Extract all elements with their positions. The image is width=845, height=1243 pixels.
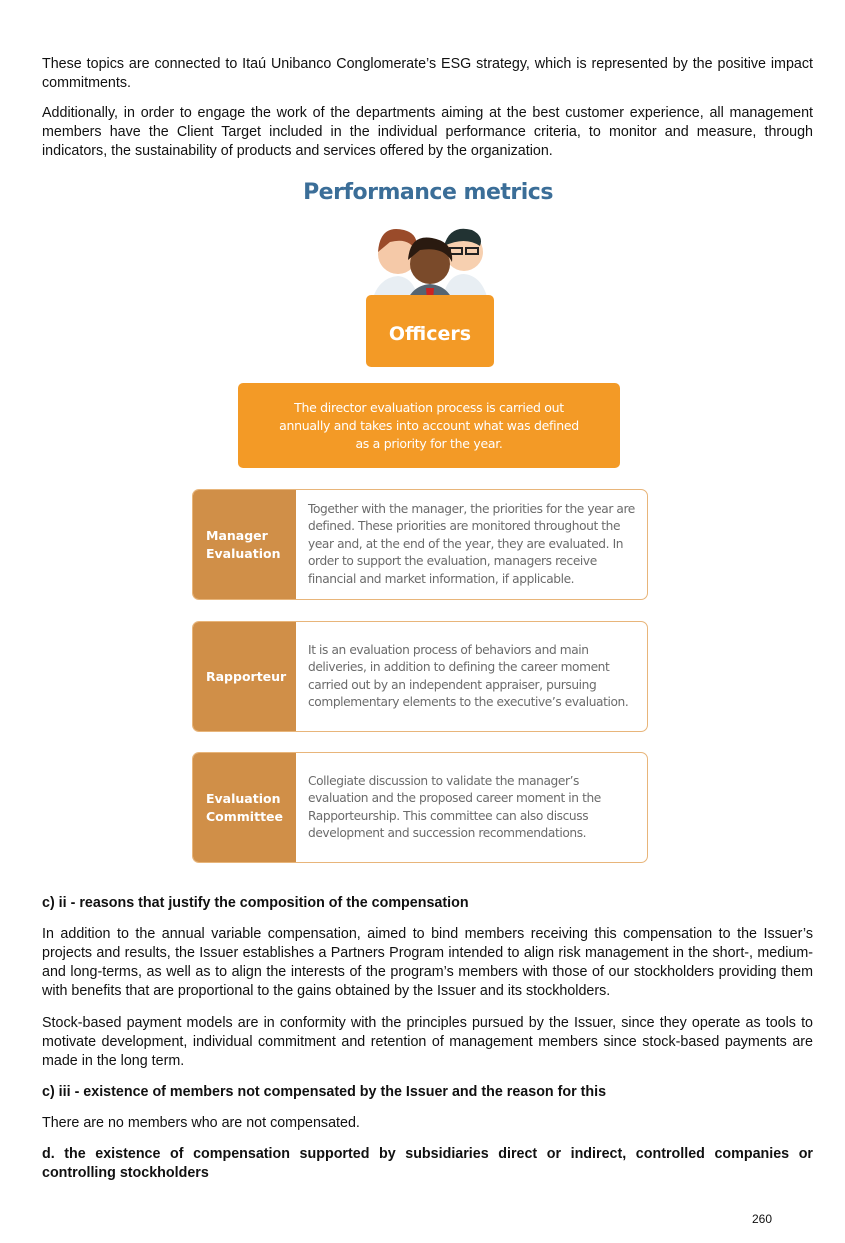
figure-title: Performance metrics [303, 180, 553, 205]
card-label: Evaluation Committee [193, 753, 296, 862]
card-label: Manager Evaluation [193, 490, 296, 599]
card-text: It is an evaluation process of behaviors and main deliveries, in addition to defining the career moment carried out by an independent appraiser, pursuing complementary elements to the executive’s evaluation. [308, 642, 629, 709]
heading-c-iii: c) iii - existence of members not compensated by the Issuer and the reason for this [42, 1084, 607, 1100]
paragraph-stock-based: Stock-based payment models are in conformity with the principles pursued by the Issuer, since they operate as tools to motivate development, individual commitment and retention of management members since stock-based payments are made in the long term. [42, 1015, 813, 1069]
card-evaluation-committee [192, 752, 648, 863]
director-evaluation-intro: The director evaluation process is carried out annually and takes into account what was defined as a priority for the year. [238, 383, 620, 468]
page-number: 260 [752, 1212, 773, 1226]
heading-c-ii: c) ii - reasons that justify the composition of the compensation [42, 895, 469, 911]
officers-label: Officers [366, 295, 494, 367]
card-manager-evaluation [192, 489, 648, 600]
paragraph-partners-program: In addition to the annual variable compensation, aimed to bind members receiving this compensation to the Issuer’s projects and results, the Issuer establishes a Partners Program intended to align risk management in the short-, medium- and long-terms, as well as to align the interests of the program’s members with those of our stockholders providing them with benefits that are proportional to the gains obtained by the Issuer and its stockholders. [42, 926, 813, 999]
paragraph-client-target: Additionally, in order to engage the work of the departments aiming at the best customer experience, all management members have the Client Target included in the individual performance criteria, to monitor and measure, through indicators, the sustainability of products and services offered by the organization. [42, 105, 813, 159]
card-label: Rapporteur [193, 622, 296, 731]
paragraph-esg: These topics are connected to Itaú Unibanco Conglomerate’s ESG strategy, which is represented by the positive impact commitments. [42, 56, 813, 91]
heading-d: d. the existence of compensation supported by subsidiaries direct or indirect, controlled companies or controlling stockholders [42, 1146, 813, 1181]
card-rapporteur [192, 621, 648, 732]
card-text: Together with the manager, the priorities for the year are defined. These priorities are monitored throughout the year and, at the end of the year, they are evaluated. In order to support the evaluation, managers receive financial and market information, if applicable. [308, 501, 635, 586]
card-text: Collegiate discussion to validate the manager’s evaluation and the proposed career moment in the Rapporteurship. This committee can also discuss development and succession recommendations. [308, 773, 601, 840]
paragraph-no-members: There are no members who are not compensated. [42, 1115, 360, 1131]
